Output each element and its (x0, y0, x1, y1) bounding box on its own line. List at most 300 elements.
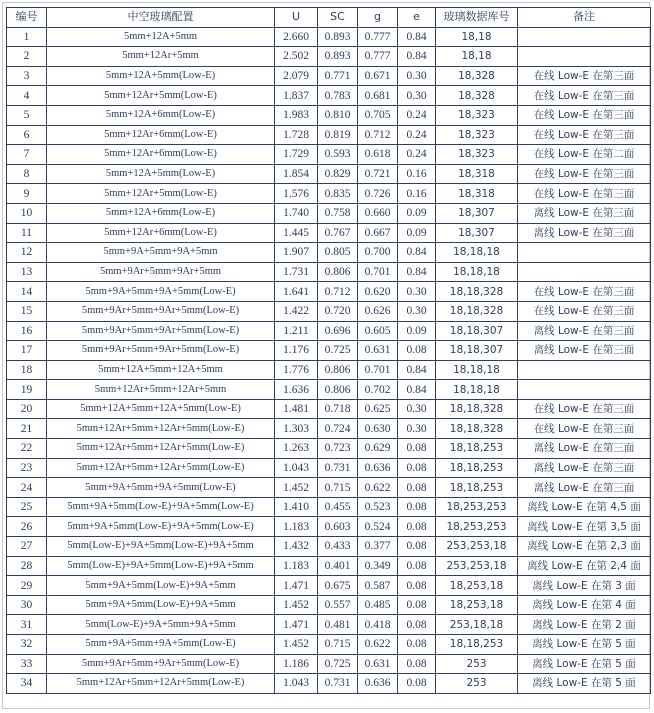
cell-notes: 离线 Low-E 在第三面 (518, 478, 651, 498)
cell-notes: 离线 Low-E 在第 4 面 (518, 595, 651, 615)
cell-u-value: 1.452 (275, 635, 318, 655)
cell-g: 0.630 (358, 419, 398, 439)
cell-database-id: 18,253,253 (436, 497, 518, 517)
cell-u-value: 1.410 (275, 497, 318, 517)
header-g: g (358, 8, 398, 28)
cell-id: 16 (7, 321, 47, 341)
cell-database-id: 18,323 (436, 145, 518, 165)
header-sc: SC (318, 8, 358, 28)
cell-sc: 0.819 (318, 125, 358, 145)
cell-notes: 在线 Low-E 在第三面 (518, 419, 651, 439)
cell-notes: 在线 Low-E 在第三面 (518, 282, 651, 302)
cell-e: 0.24 (398, 125, 436, 145)
cell-database-id: 18,18,307 (436, 321, 518, 341)
cell-g: 0.485 (358, 595, 398, 615)
cell-database-id: 253,18,18 (436, 615, 518, 635)
table-row (7, 439, 651, 459)
cell-notes: 离线 Low-E 在第 5 面 (518, 674, 651, 694)
cell-notes: 在线 Low-E 在第三面 (518, 164, 651, 184)
cell-configuration: 5mm+9Ar+5mm+9Ar+5mm(Low-E) (47, 341, 275, 361)
cell-database-id: 18,18,328 (436, 282, 518, 302)
cell-u-value: 2.502 (275, 47, 318, 67)
cell-database-id: 18,18,328 (436, 399, 518, 419)
cell-notes (518, 47, 651, 67)
cell-database-id: 253,253,18 (436, 537, 518, 557)
table-row (7, 27, 651, 47)
cell-sc: 0.771 (318, 66, 358, 86)
cell-sc: 0.731 (318, 458, 358, 478)
table-row (7, 478, 651, 498)
cell-configuration: 5mm+12A+5mm (47, 27, 275, 47)
cell-e: 0.84 (398, 380, 436, 400)
cell-u-value: 1.740 (275, 203, 318, 223)
cell-e: 0.08 (398, 439, 436, 459)
cell-database-id: 253 (436, 654, 518, 674)
table-row (7, 595, 651, 615)
cell-u-value: 1.854 (275, 164, 318, 184)
header-notes: 备注 (518, 8, 651, 28)
cell-u-value: 1.983 (275, 105, 318, 125)
cell-id: 31 (7, 615, 47, 635)
cell-sc: 0.806 (318, 360, 358, 380)
cell-notes: 离线 Low-E 在第三面 (518, 458, 651, 478)
cell-sc: 0.401 (318, 556, 358, 576)
cell-configuration: 5mm+12Ar+5mm+12Ar+5mm(Low-E) (47, 674, 275, 694)
cell-id: 27 (7, 537, 47, 557)
cell-u-value: 1.731 (275, 262, 318, 282)
cell-configuration: 5mm+12Ar+5mm+12Ar+5mm (47, 380, 275, 400)
cell-u-value: 1.729 (275, 145, 318, 165)
cell-u-value: 2.660 (275, 27, 318, 47)
cell-database-id: 18,307 (436, 203, 518, 223)
cell-configuration: 5mm+12Ar+5mm (47, 47, 275, 67)
cell-database-id: 18,253,18 (436, 576, 518, 596)
cell-g: 0.625 (358, 399, 398, 419)
table-row (7, 576, 651, 596)
cell-g: 0.418 (358, 615, 398, 635)
cell-database-id: 253,253,18 (436, 556, 518, 576)
cell-u-value: 1.211 (275, 321, 318, 341)
cell-e: 0.09 (398, 223, 436, 243)
table-row (7, 399, 651, 419)
cell-database-id: 18,18 (436, 47, 518, 67)
table-row (7, 635, 651, 655)
cell-e: 0.08 (398, 497, 436, 517)
cell-id: 21 (7, 419, 47, 439)
cell-e: 0.24 (398, 145, 436, 165)
cell-configuration: 5mm+12Ar+5mm(Low-E) (47, 184, 275, 204)
cell-notes (518, 360, 651, 380)
table-row (7, 517, 651, 537)
cell-u-value: 1.445 (275, 223, 318, 243)
cell-g: 0.377 (358, 537, 398, 557)
cell-notes: 在线 Low-E 在第三面 (518, 399, 651, 419)
cell-id: 32 (7, 635, 47, 655)
cell-id: 23 (7, 458, 47, 478)
cell-sc: 0.720 (318, 301, 358, 321)
table-row (7, 203, 651, 223)
cell-u-value: 1.263 (275, 439, 318, 459)
cell-configuration: 5mm+12Ar+6mm(Low-E) (47, 145, 275, 165)
cell-database-id: 18,323 (436, 125, 518, 145)
cell-g: 0.660 (358, 203, 398, 223)
cell-configuration: 5mm+9A+5mm(Low-E)+9A+5mm(Low-E) (47, 497, 275, 517)
cell-notes: 在线 Low-E 在第三面 (518, 184, 651, 204)
cell-database-id: 18,18 (436, 27, 518, 47)
cell-g: 0.618 (358, 145, 398, 165)
cell-e: 0.84 (398, 262, 436, 282)
table-row (7, 184, 651, 204)
cell-configuration: 5mm+12A+6mm(Low-E) (47, 105, 275, 125)
cell-sc: 0.455 (318, 497, 358, 517)
cell-sc: 0.758 (318, 203, 358, 223)
cell-g: 0.681 (358, 86, 398, 106)
cell-sc: 0.805 (318, 243, 358, 263)
cell-sc: 0.724 (318, 419, 358, 439)
table-row (7, 262, 651, 282)
cell-e: 0.09 (398, 321, 436, 341)
cell-u-value: 1.186 (275, 654, 318, 674)
cell-configuration: 5mm+9A+5mm+9A+5mm(Low-E) (47, 282, 275, 302)
header-configuration: 中空玻璃配置 (47, 8, 275, 28)
cell-g: 0.605 (358, 321, 398, 341)
cell-configuration: 5mm+12A+5mm+12A+5mm (47, 360, 275, 380)
table-row (7, 223, 651, 243)
cell-g: 0.777 (358, 27, 398, 47)
cell-sc: 0.783 (318, 86, 358, 106)
cell-u-value: 1.176 (275, 341, 318, 361)
cell-database-id: 18,253,18 (436, 595, 518, 615)
cell-id: 29 (7, 576, 47, 596)
cell-u-value: 1.481 (275, 399, 318, 419)
cell-sc: 0.557 (318, 595, 358, 615)
cell-configuration: 5mm+12A+5mm(Low-E) (47, 164, 275, 184)
cell-configuration: 5mm+9Ar+5mm+9Ar+5mm(Low-E) (47, 321, 275, 341)
cell-id: 3 (7, 66, 47, 86)
cell-sc: 0.593 (318, 145, 358, 165)
cell-g: 0.712 (358, 125, 398, 145)
cell-e: 0.08 (398, 458, 436, 478)
cell-notes: 离线 Low-E 在第 2,4 面 (518, 556, 651, 576)
cell-id: 22 (7, 439, 47, 459)
cell-g: 0.701 (358, 262, 398, 282)
cell-configuration: 5mm(Low-E)+9A+5mm(Low-E)+9A+5mm (47, 556, 275, 576)
cell-id: 34 (7, 674, 47, 694)
cell-database-id: 18,18,253 (436, 478, 518, 498)
cell-sc: 0.481 (318, 615, 358, 635)
cell-u-value: 1.432 (275, 537, 318, 557)
table-row (7, 125, 651, 145)
cell-sc: 0.829 (318, 164, 358, 184)
cell-id: 10 (7, 203, 47, 223)
table-row (7, 654, 651, 674)
cell-sc: 0.715 (318, 478, 358, 498)
table-row (7, 615, 651, 635)
cell-u-value: 1.907 (275, 243, 318, 263)
cell-u-value: 2.079 (275, 66, 318, 86)
cell-g: 0.636 (358, 674, 398, 694)
cell-notes: 离线 Low-E 在第 5 面 (518, 654, 651, 674)
cell-e: 0.08 (398, 576, 436, 596)
cell-notes: 离线 Low-E 在第 2 面 (518, 615, 651, 635)
cell-e: 0.08 (398, 654, 436, 674)
header-e: e (398, 8, 436, 28)
cell-configuration: 5mm+12Ar+5mm+12Ar+5mm(Low-E) (47, 419, 275, 439)
cell-database-id: 18,18,307 (436, 341, 518, 361)
cell-database-id: 18,323 (436, 105, 518, 125)
cell-sc: 0.810 (318, 105, 358, 125)
cell-u-value: 1.422 (275, 301, 318, 321)
cell-database-id: 18,18,253 (436, 439, 518, 459)
table-row (7, 66, 651, 86)
table-row (7, 321, 651, 341)
cell-notes: 离线 Low-E 在第 5 面 (518, 635, 651, 655)
header-id: 编号 (7, 8, 47, 28)
table-row (7, 537, 651, 557)
table-row (7, 243, 651, 263)
cell-e: 0.30 (398, 282, 436, 302)
cell-e: 0.08 (398, 615, 436, 635)
cell-g: 0.667 (358, 223, 398, 243)
cell-g: 0.629 (358, 439, 398, 459)
cell-e: 0.24 (398, 105, 436, 125)
cell-database-id: 18,328 (436, 66, 518, 86)
header-u-value: U (275, 8, 318, 28)
cell-database-id: 18,18,18 (436, 360, 518, 380)
cell-notes: 在线 Low-E 在第三面 (518, 125, 651, 145)
cell-notes: 离线 Low-E 在第三面 (518, 203, 651, 223)
table-row (7, 497, 651, 517)
cell-database-id: 18,318 (436, 184, 518, 204)
cell-e: 0.08 (398, 635, 436, 655)
cell-u-value: 1.043 (275, 458, 318, 478)
table-row (7, 674, 651, 694)
table-row (7, 282, 651, 302)
cell-database-id: 18,18,253 (436, 635, 518, 655)
cell-g: 0.626 (358, 301, 398, 321)
cell-id: 15 (7, 301, 47, 321)
cell-database-id: 253 (436, 674, 518, 694)
table-row (7, 556, 651, 576)
cell-sc: 0.433 (318, 537, 358, 557)
cell-id: 5 (7, 105, 47, 125)
cell-e: 0.16 (398, 164, 436, 184)
cell-configuration: 5mm+12Ar+5mm+12Ar+5mm(Low-E) (47, 439, 275, 459)
cell-configuration: 5mm+9Ar+5mm+9Ar+5mm(Low-E) (47, 301, 275, 321)
cell-database-id: 18,18,18 (436, 262, 518, 282)
cell-id: 4 (7, 86, 47, 106)
cell-u-value: 1.728 (275, 125, 318, 145)
cell-e: 0.08 (398, 478, 436, 498)
cell-configuration: 5mm+12A+5mm+12A+5mm(Low-E) (47, 399, 275, 419)
table-row (7, 145, 651, 165)
cell-g: 0.700 (358, 243, 398, 263)
cell-e: 0.09 (398, 203, 436, 223)
cell-database-id: 18,328 (436, 86, 518, 106)
cell-id: 8 (7, 164, 47, 184)
cell-u-value: 1.576 (275, 184, 318, 204)
cell-e: 0.08 (398, 517, 436, 537)
cell-database-id: 18,18,328 (436, 301, 518, 321)
cell-notes: 离线 Low-E 在第 4,5 面 (518, 497, 651, 517)
cell-g: 0.671 (358, 66, 398, 86)
cell-notes (518, 380, 651, 400)
cell-notes (518, 27, 651, 47)
cell-id: 13 (7, 262, 47, 282)
cell-g: 0.523 (358, 497, 398, 517)
cell-id: 18 (7, 360, 47, 380)
table-header-row (7, 8, 651, 28)
cell-configuration: 5mm+9A+5mm+9A+5mm(Low-E) (47, 478, 275, 498)
cell-id: 1 (7, 27, 47, 47)
cell-e: 0.84 (398, 27, 436, 47)
cell-notes: 离线 Low-E 在第三面 (518, 439, 651, 459)
cell-sc: 0.718 (318, 399, 358, 419)
cell-id: 6 (7, 125, 47, 145)
cell-database-id: 18,18,253 (436, 458, 518, 478)
cell-g: 0.705 (358, 105, 398, 125)
cell-configuration: 5mm+12A+6mm(Low-E) (47, 203, 275, 223)
cell-g: 0.631 (358, 654, 398, 674)
cell-sc: 0.731 (318, 674, 358, 694)
cell-database-id: 18,18,18 (436, 243, 518, 263)
cell-id: 11 (7, 223, 47, 243)
cell-id: 12 (7, 243, 47, 263)
cell-configuration: 5mm+9Ar+5mm+9Ar+5mm(Low-E) (47, 654, 275, 674)
cell-notes: 在线 Low-E 在第三面 (518, 86, 651, 106)
cell-e: 0.30 (398, 419, 436, 439)
cell-database-id: 18,307 (436, 223, 518, 243)
cell-e: 0.30 (398, 66, 436, 86)
cell-u-value: 1.452 (275, 595, 318, 615)
cell-sc: 0.725 (318, 341, 358, 361)
cell-g: 0.702 (358, 380, 398, 400)
cell-e: 0.16 (398, 184, 436, 204)
cell-u-value: 1.471 (275, 615, 318, 635)
cell-notes: 在线 Low-E 在第三面 (518, 105, 651, 125)
cell-notes: 在线 Low-E 在第三面 (518, 66, 651, 86)
cell-configuration: 5mm+9A+5mm+9A+5mm (47, 243, 275, 263)
cell-configuration: 5mm+9Ar+5mm+9Ar+5mm (47, 262, 275, 282)
cell-notes: 离线 Low-E 在第三面 (518, 341, 651, 361)
cell-notes: 离线 Low-E 在第 2,3 面 (518, 537, 651, 557)
cell-g: 0.622 (358, 635, 398, 655)
cell-notes (518, 243, 651, 263)
cell-u-value: 1.043 (275, 674, 318, 694)
document-frame (2, 2, 650, 709)
cell-g: 0.587 (358, 576, 398, 596)
cell-configuration: 5mm+12Ar+5mm(Low-E) (47, 86, 275, 106)
cell-id: 7 (7, 145, 47, 165)
table-row (7, 419, 651, 439)
cell-e: 0.08 (398, 674, 436, 694)
cell-configuration: 5mm(Low-E)+9A+5mm+9A+5mm (47, 615, 275, 635)
cell-u-value: 1.183 (275, 556, 318, 576)
cell-sc: 0.603 (318, 517, 358, 537)
table-row (7, 164, 651, 184)
table-row (7, 380, 651, 400)
cell-g: 0.631 (358, 341, 398, 361)
cell-configuration: 5mm+9A+5mm(Low-E)+9A+5mm (47, 576, 275, 596)
cell-id: 33 (7, 654, 47, 674)
cell-id: 14 (7, 282, 47, 302)
cell-database-id: 18,18,18 (436, 380, 518, 400)
cell-notes: 离线 Low-E 在第 3 面 (518, 576, 651, 596)
cell-e: 0.30 (398, 399, 436, 419)
cell-sc: 0.723 (318, 439, 358, 459)
cell-g: 0.620 (358, 282, 398, 302)
cell-u-value: 1.471 (275, 576, 318, 596)
table-row (7, 47, 651, 67)
cell-notes: 在线 Low-E 在第三面 (518, 301, 651, 321)
cell-configuration: 5mm(Low-E)+9A+5mm(Low-E)+9A+5mm (47, 537, 275, 557)
cell-g: 0.721 (358, 164, 398, 184)
cell-id: 19 (7, 380, 47, 400)
cell-sc: 0.715 (318, 635, 358, 655)
cell-sc: 0.675 (318, 576, 358, 596)
cell-u-value: 1.837 (275, 86, 318, 106)
cell-e: 0.08 (398, 537, 436, 557)
cell-u-value: 1.183 (275, 517, 318, 537)
cell-e: 0.30 (398, 301, 436, 321)
cell-sc: 0.806 (318, 380, 358, 400)
cell-notes: 离线 Low-E 在第三面 (518, 223, 651, 243)
cell-e: 0.84 (398, 47, 436, 67)
cell-sc: 0.893 (318, 27, 358, 47)
cell-e: 0.30 (398, 86, 436, 106)
cell-e: 0.84 (398, 360, 436, 380)
cell-notes: 在线 Low-E 在第二面 (518, 145, 651, 165)
cell-e: 0.08 (398, 595, 436, 615)
cell-g: 0.726 (358, 184, 398, 204)
cell-id: 20 (7, 399, 47, 419)
cell-id: 30 (7, 595, 47, 615)
cell-configuration: 5mm+12A+5mm(Low-E) (47, 66, 275, 86)
table-row (7, 360, 651, 380)
cell-id: 9 (7, 184, 47, 204)
cell-u-value: 1.452 (275, 478, 318, 498)
cell-g: 0.622 (358, 478, 398, 498)
cell-configuration: 5mm+9A+5mm(Low-E)+9A+5mm(Low-E) (47, 517, 275, 537)
cell-g: 0.636 (358, 458, 398, 478)
cell-id: 24 (7, 478, 47, 498)
cell-id: 26 (7, 517, 47, 537)
cell-sc: 0.893 (318, 47, 358, 67)
cell-e: 0.08 (398, 556, 436, 576)
cell-sc: 0.725 (318, 654, 358, 674)
cell-notes: 离线 Low-E 在第 3,5 面 (518, 517, 651, 537)
cell-notes (518, 262, 651, 282)
glazing-data-table (6, 7, 651, 694)
cell-u-value: 1.636 (275, 380, 318, 400)
cell-configuration: 5mm+12Ar+6mm(Low-E) (47, 223, 275, 243)
cell-g: 0.349 (358, 556, 398, 576)
table-row (7, 301, 651, 321)
cell-u-value: 1.641 (275, 282, 318, 302)
cell-database-id: 18,253,253 (436, 517, 518, 537)
cell-configuration: 5mm+12Ar+6mm(Low-E) (47, 125, 275, 145)
cell-e: 0.08 (398, 341, 436, 361)
cell-database-id: 18,318 (436, 164, 518, 184)
cell-sc: 0.835 (318, 184, 358, 204)
cell-id: 28 (7, 556, 47, 576)
table-row (7, 105, 651, 125)
table-row (7, 341, 651, 361)
cell-configuration: 5mm+12Ar+5mm+12Ar+5mm(Low-E) (47, 458, 275, 478)
cell-configuration: 5mm+9A+5mm+9A+5mm(Low-E) (47, 635, 275, 655)
cell-u-value: 1.776 (275, 360, 318, 380)
cell-id: 2 (7, 47, 47, 67)
